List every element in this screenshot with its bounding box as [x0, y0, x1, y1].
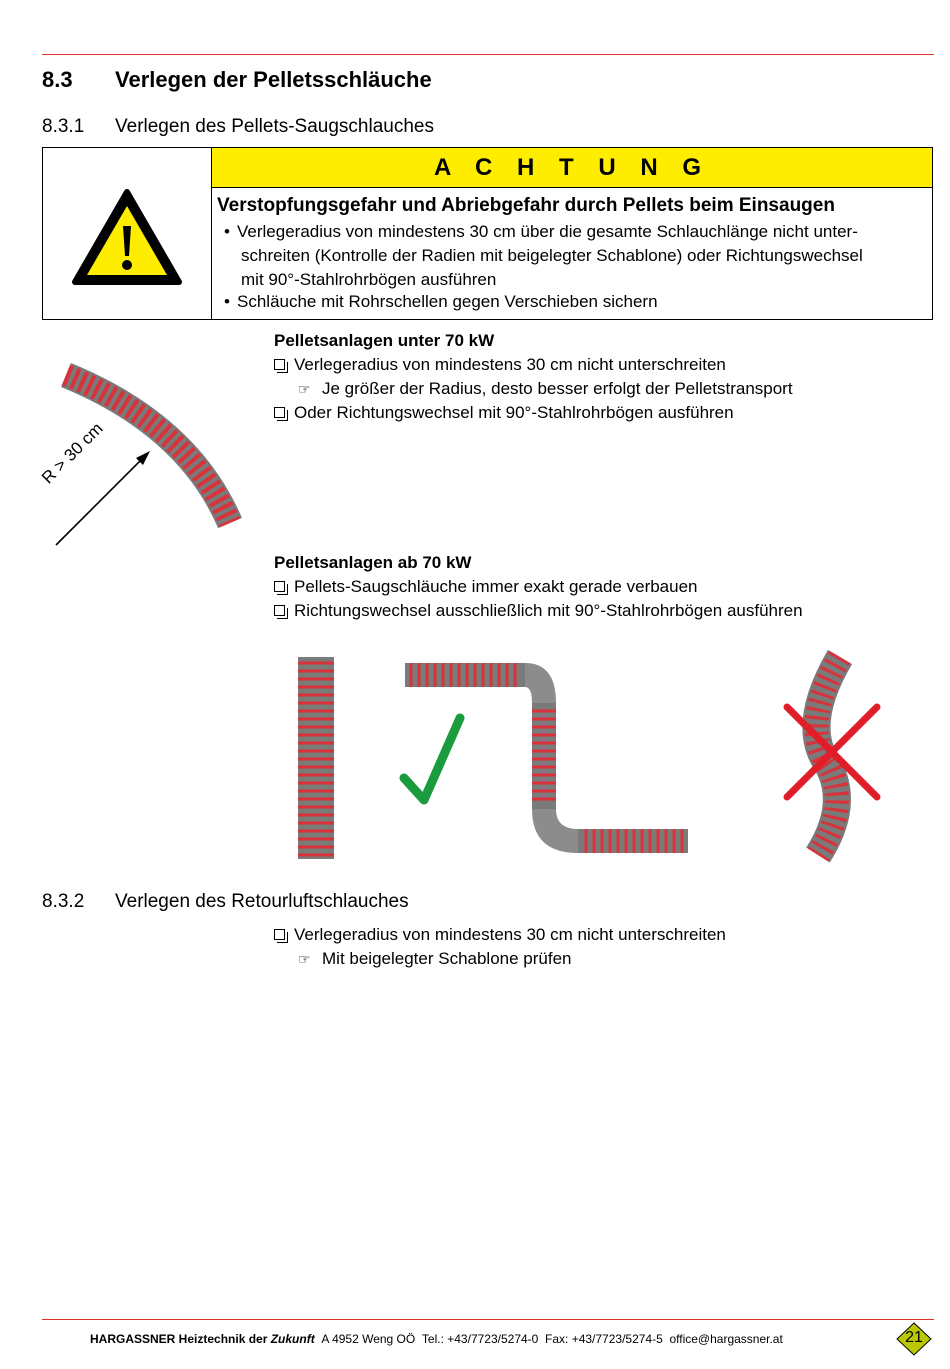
footer-email: office@hargassner.at: [669, 1332, 783, 1346]
under70-hint-text: Je größer der Radius, desto besser erfolgt der Pelletstransport: [322, 379, 793, 398]
warning-bullet-2: • Schläuche mit Rohrschellen gegen Verschieben sichern: [224, 292, 658, 311]
footer: [90, 1332, 783, 1346]
straight-hose-vertical: [298, 657, 334, 859]
footer-company-italic: Zukunft: [270, 1332, 315, 1346]
from70-item-2-text: Richtungswechsel ausschließlich mit 90°-Stahlrohrbögen ausführen: [294, 601, 803, 620]
warning-bullet-1-line-3: mit 90°-Stahlrohrbögen ausführen: [241, 270, 497, 289]
page-number: 21: [905, 1329, 923, 1346]
from70-item-1: [274, 575, 698, 599]
from70-heading: Pelletsanlagen ab 70 kW: [274, 553, 472, 572]
under70-item-2-text: Oder Richtungswechsel mit 90°-Stahlrohrbögen ausführen: [294, 403, 734, 422]
top-rule: [42, 54, 934, 55]
footer-company: HARGASSNER Heiztechnik der: [90, 1332, 268, 1346]
hose-routing-illustration: [280, 645, 900, 870]
warning-bullet-1: • Verlegeradius von mindestens 30 cm über die gesamte Schlauchlänge nicht unter- schreiten (Kontrolle der Radien mit beigelegter Schablone) oder Richtungswechsel mit 90°-Stahlrohrbögen ausführen: [217, 220, 863, 292]
footer-rule: [42, 1319, 934, 1320]
from70-item-1-text: Pellets-Saugschläuche immer exakt gerade verbauen: [294, 577, 698, 596]
warning-banner: A C H T U N G: [212, 148, 932, 188]
subsection-number: 8.3.1: [42, 116, 85, 137]
subsection-2-number: 8.3.2: [42, 891, 85, 912]
checkbox-icon: [274, 581, 285, 592]
under70-item-1: [274, 353, 726, 377]
section-title: Verlegen der Pelletsschläuche: [115, 67, 432, 92]
under70-item-1-text: Verlegeradius von mindestens 30 cm nicht unterschreiten: [294, 355, 726, 374]
under70-item-2: [274, 401, 734, 425]
under70-hint: [298, 377, 793, 401]
warning-bullet-1-line-2: schreiten (Kontrolle der Radien mit beigelegter Schablone) oder Richtungswechsel: [241, 246, 863, 265]
checkbox-icon: [274, 359, 285, 370]
pointing-hand-icon: ☞: [298, 381, 311, 397]
section-number: 8.3: [42, 67, 73, 92]
subsection-title: Verlegen des Pellets-Saugschlauches: [115, 116, 434, 137]
from70-item-2: [274, 599, 803, 623]
footer-fax: Fax: +43/7723/5274-5: [545, 1332, 663, 1346]
warning-box: [42, 147, 933, 320]
elbow-hose-routing: [405, 663, 688, 853]
footer-address: A 4952 Weng OÖ: [321, 1332, 416, 1346]
radius-label: R > 30 cm: [38, 418, 107, 488]
sub2-item-text: Verlegeradius von mindestens 30 cm nicht unterschreiten: [294, 925, 726, 944]
checkbox-icon: [274, 929, 285, 940]
checkbox-icon: [274, 407, 285, 418]
checkbox-icon: [274, 605, 285, 616]
sub2-hint: [298, 947, 572, 971]
footer-tel: Tel.: +43/7723/5274-0: [421, 1332, 539, 1346]
warning-heading: Verstopfungsgefahr und Abriebgefahr durch Pellets beim Einsaugen: [217, 195, 835, 216]
warning-bullet-2-text: Schläuche mit Rohrschellen gegen Verschieben sichern: [237, 292, 658, 311]
subsection-2-title: Verlegen des Retourluftschlauches: [115, 891, 409, 912]
sub2-item: [274, 923, 726, 947]
pointing-hand-icon: ☞: [298, 951, 311, 967]
under70-heading: Pelletsanlagen unter 70 kW: [274, 331, 495, 350]
warning-triangle-icon: [71, 188, 183, 286]
sub2-hint-text: Mit beigelegter Schablone prüfen: [322, 949, 572, 968]
page-number-badge: [896, 1322, 932, 1356]
warning-bullet-1-line-1: Verlegeradius von mindestens 30 cm über die gesamte Schlauchlänge nicht unter-: [237, 222, 858, 241]
